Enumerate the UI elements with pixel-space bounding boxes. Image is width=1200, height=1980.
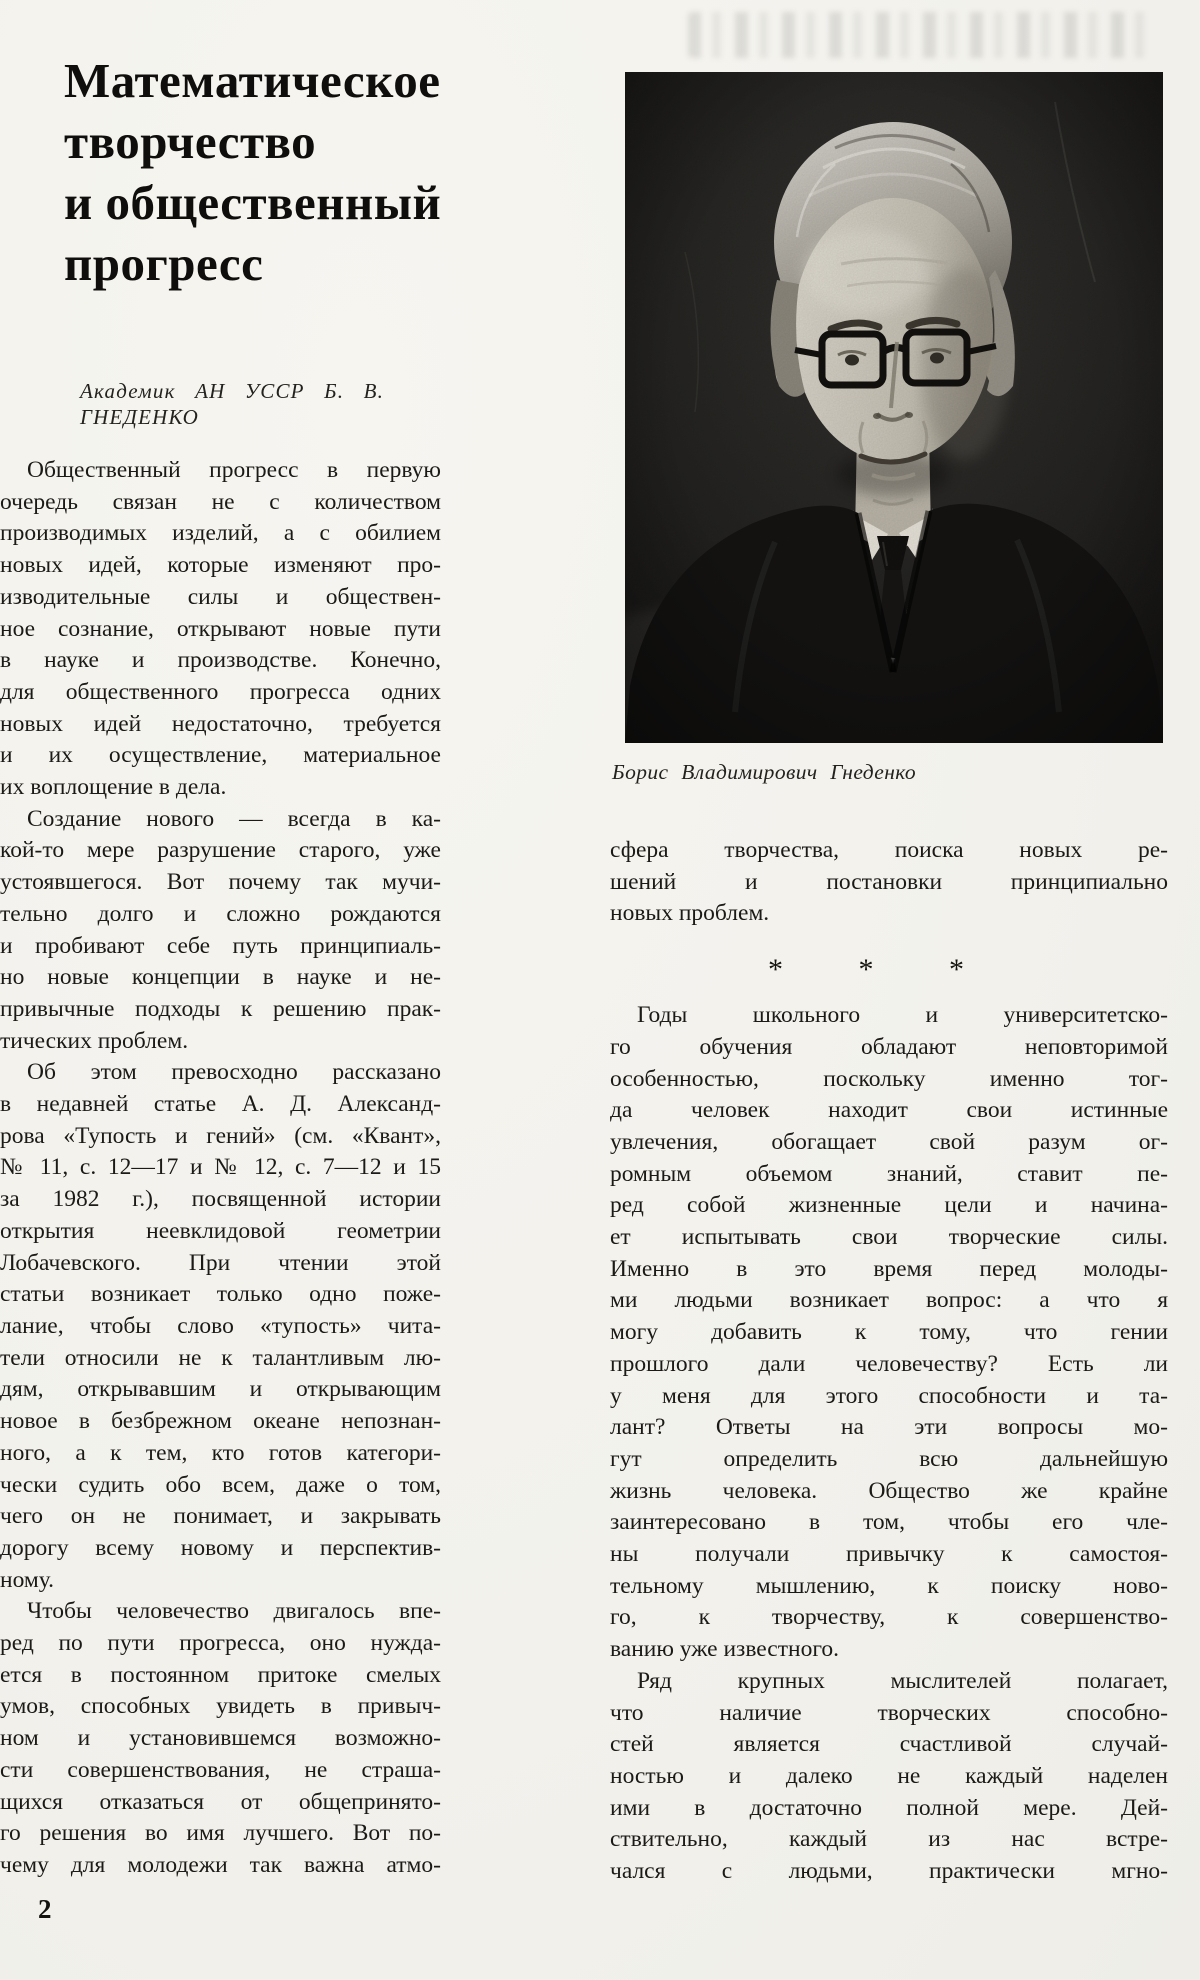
paragraph (610, 835, 1168, 930)
body-line: жизнь человека. Общество же крайне (610, 1477, 1168, 1504)
article-title (64, 50, 479, 294)
body-line: чался с людьми, практически мгно- (610, 1858, 1168, 1885)
body-line: Лобачевского. При чтении этой (0, 1249, 441, 1276)
body-line: ет испытывать свои творческие силы. (610, 1224, 1168, 1251)
body-line: Общественный прогресс в первую (27, 457, 441, 483)
body-line: дорогу всему новому и перспектив- (0, 1534, 441, 1561)
body-line: и их осуществление, материальное (0, 742, 441, 769)
body-line: ромным объемом знаний, ставит пе- (610, 1160, 1168, 1187)
show-through-artifact (688, 12, 1150, 58)
body-line: лант? Ответы на эти вопросы мо- (610, 1414, 1168, 1441)
body-line: могу добавить к тому, что гении (610, 1319, 1168, 1346)
body-line: ред собой жизненные цели и начина- (610, 1192, 1168, 1219)
body-line: чему для молодежи так важна атмо- (0, 1851, 441, 1878)
body-line: го обучения обладают неповторимой (610, 1033, 1168, 1060)
body-line: ми людьми возникает вопрос: а что я (610, 1287, 1168, 1314)
photo-caption: Борис Владимирович Гнеденко (612, 760, 917, 784)
paragraph (610, 1000, 1168, 1666)
left-column (38, 0, 479, 430)
body-line: Ряд крупных мыслителей полагает, (637, 1667, 1168, 1694)
body-line: производимых изделий, а с обилием (0, 520, 441, 547)
page-number: 2 (38, 1894, 52, 1924)
body-line: тических проблем. (0, 1027, 189, 1054)
body-line: го, к творчеству, к совершенство- (610, 1604, 1168, 1631)
body-line: умов, способных увидеть в привыч- (0, 1693, 441, 1720)
body-line: ном и установившемся возможно- (0, 1725, 441, 1752)
right-column-text (610, 835, 1168, 1888)
body-line: рова «Тупость и гений» (см. «Квант», (0, 1122, 441, 1149)
article-author: Академик АН УССР Б. В. ГНЕДЕНКО (80, 379, 385, 429)
body-line: Именно в это время перед молоды- (610, 1255, 1168, 1282)
body-line: но новые концепции в науке и не- (0, 964, 441, 991)
body-line: гут определить всю дальнейшую (610, 1445, 1168, 1472)
body-line: стей является счастливой случай- (610, 1731, 1168, 1758)
body-line: Об этом превосходно рассказано (27, 1059, 441, 1086)
paragraph (0, 1596, 441, 1881)
body-line: № 11, с. 12—17 и № 12, с. 7—12 и 15 (0, 1154, 441, 1181)
title-line: Математическое (64, 53, 441, 108)
body-line: что наличие творческих способно- (610, 1699, 1168, 1726)
body-line: сфера творчества, поиска новых ре- (610, 837, 1168, 863)
body-line: очередь связан не с количеством (0, 488, 441, 515)
body-line: открытия неевклидовой геометрии (0, 1217, 441, 1244)
body-line: устоявшегося. Вот почему так мучи- (0, 869, 441, 896)
body-line: чески судить обо всем, даже о том, (0, 1471, 441, 1498)
body-line: новых идей, которые изменяют про- (0, 552, 441, 579)
body-line: новых идей недостаточно, требуется (0, 710, 441, 737)
body-line: щихся отказаться от общепринято- (0, 1788, 441, 1815)
body-line: новых проблем. (610, 900, 770, 927)
body-line: ствительно, каждый из нас встре- (610, 1826, 1168, 1853)
body-line: ванию уже известного. (610, 1636, 840, 1663)
body-line: дям, открывавшим и открывающим (0, 1376, 441, 1403)
body-line: кой-то мере разрушение старого, уже (0, 837, 441, 864)
paragraph (0, 455, 441, 804)
body-line: чего он не понимает, и закрывать (0, 1503, 441, 1530)
portrait-photo-image (625, 72, 1163, 743)
body-line: привычные подходы к решению прак- (0, 995, 441, 1022)
body-line: ется в постоянном притоке смелых (0, 1661, 441, 1688)
body-line: тели относили не к талантливым лю- (0, 1344, 441, 1371)
title-line: творчество (64, 114, 317, 169)
body-line: особенностью, поскольку именно тог- (610, 1065, 1168, 1092)
body-line: ред по пути прогресса, оно нужда- (0, 1630, 441, 1657)
body-line: ны получали привычку к самостоя- (610, 1541, 1168, 1568)
body-line: ностью и далеко не каждый наделен (610, 1762, 1168, 1789)
paragraph (0, 1057, 441, 1596)
body-line: тельно долго и сложно рождаются (0, 900, 441, 927)
title-line: и общественный (64, 175, 442, 230)
body-line: в науке и производстве. Конечно, (0, 647, 441, 674)
body-line: и пробивают себе путь принципиаль- (0, 932, 441, 959)
body-line: Чтобы человечество двигалось впе- (27, 1598, 441, 1625)
body-line: заинтересовано в том, чтобы его чле- (610, 1509, 1168, 1536)
body-line: их воплощение в дела. (0, 774, 227, 801)
body-line: изводительные силы и обществен- (0, 583, 441, 610)
body-line: ими в достаточно полной мере. Дей- (610, 1794, 1168, 1821)
body-line: ного, а к тем, кто готов категори- (0, 1439, 441, 1466)
body-line: в недавней статье А. Д. Александ- (0, 1091, 441, 1118)
body-line: сти совершенствования, не страша- (0, 1756, 441, 1783)
body-line: статьи возникает только одно поже- (0, 1281, 441, 1308)
body-line: Создание нового — всегда в ка- (27, 805, 441, 832)
paragraph (0, 804, 441, 1058)
body-line: лание, чтобы слово «тупость» чита- (0, 1312, 441, 1339)
title-line: прогресс (64, 236, 264, 291)
left-column-text (0, 455, 441, 1882)
body-line: шений и постановки принципиально (610, 868, 1168, 895)
body-line: ному. (0, 1566, 55, 1593)
body-line: тельному мышлению, к поиску ново- (610, 1572, 1168, 1599)
section-separator: * * * (768, 953, 964, 987)
body-line: Годы школьного и университетско- (637, 1002, 1168, 1029)
body-line: у меня для этого способности и та- (610, 1382, 1168, 1409)
body-line: прошлого дали человечеству? Есть ли (610, 1350, 1168, 1377)
body-line: за 1982 г.), посвященной истории (0, 1186, 441, 1213)
body-line: ное сознание, открывают новые пути (0, 615, 441, 642)
portrait-photo (625, 72, 1163, 743)
paragraph (610, 1666, 1168, 1888)
body-line: да человек находит свои истинные (610, 1097, 1168, 1124)
body-line: для общественного прогресса одних (0, 678, 441, 705)
body-line: новое в безбрежном океане непознан- (0, 1408, 441, 1435)
body-line: го решения во имя лучшего. Вот по- (0, 1820, 441, 1847)
body-line: увлечения, обогащает свой разум ог- (610, 1128, 1168, 1155)
